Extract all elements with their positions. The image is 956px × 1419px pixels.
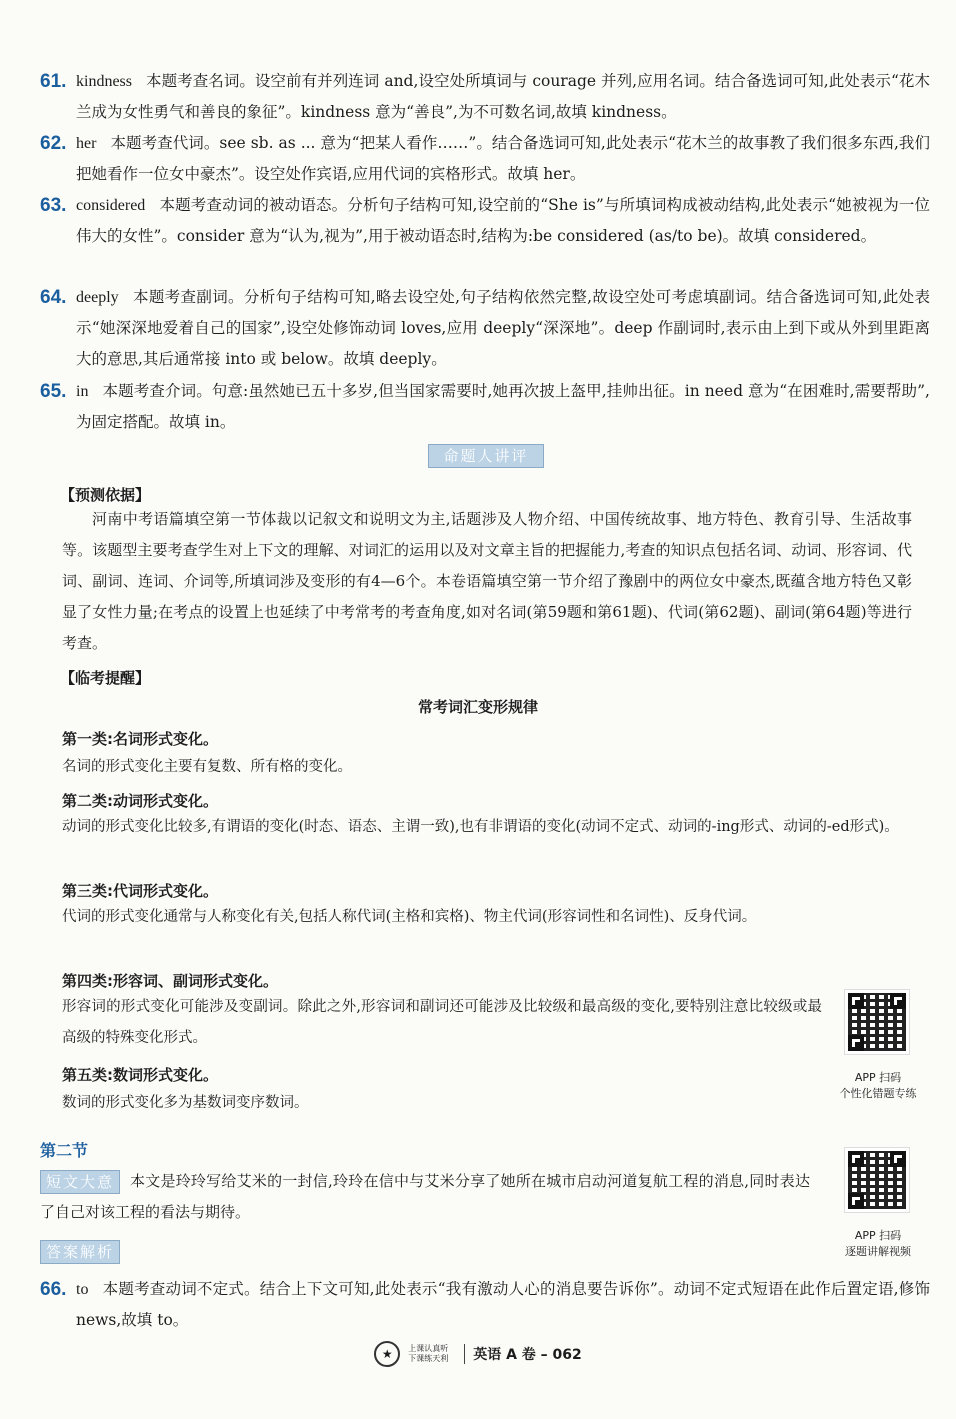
forecast-heading: 【预测依据】 <box>60 486 151 504</box>
answer-explanation: 本题考查副词。分析句子结构可知,略去设空处,句子结构依然完整,故设空处可考虑填副词。结合备选词可知,此处表示“她深深地爱着自己的国家”,设空处修饰动词 loves,应用 deeply“深深地”。deep 作副词时,表示由上到下或从外到里距离大的意思,其后通常接 into 或 below。故填 deeply。 <box>76 288 930 368</box>
forecast-text: 河南中考语篇填空第一节体裁以记叙文和说明文为主,话题涉及人物介绍、中国传统故事、地方特色、教育引导、生活故事等。该题型主要考查学生对上下文的理解、对词汇的运用以及对文章主旨的把握能力,考查的知识点包括名词、动词、形容词、代词、副词、连词、介词等,所填词涉及变形的有4—6个。本卷语篇填空第一节介绍了豫剧中的两位女中豪杰,既蕴含地方特色又彰显了女性力量;在考点的设置上也延续了中考常考的考查角度,如对名词(第59题和第61题)、代词(第62题)、副词(第64题)等进行考查。 <box>62 510 912 652</box>
qr-caption-line2: 逐题讲解视频 <box>845 1245 911 1258</box>
commentary-banner: 命题人讲评 <box>428 444 544 468</box>
qr-caption-line1: APP 扫码 <box>854 1071 902 1084</box>
category-body-4: 形容词的形式变化可能涉及变副词。除此之外,形容词和副词还可能涉及比较级和最高级的变化,要特别注意比较级或最高级的特殊变化形式。 <box>62 999 822 1046</box>
question-number: 64. <box>40 287 67 308</box>
answer-word: to <box>76 1281 89 1298</box>
answer-item-65 <box>40 376 930 438</box>
category-body-3: 代词的形式变化通常与人称变化有关,包括人称代词(主格和宾格)、物主代词(形容词性和名词性)、反身代词。 <box>62 909 757 925</box>
qr-code-icon[interactable] <box>845 990 909 1054</box>
answer-item-64 <box>40 282 930 375</box>
answer-word: kindness <box>76 73 132 90</box>
qr-caption-line1: APP 扫码 <box>854 1229 902 1242</box>
brand-slogan: 上课认真听 下课练天利 <box>408 1344 449 1363</box>
qr-caption-line2: 个性化错题专练 <box>839 1087 917 1100</box>
category-body-5: 数词的形式变化多为基数词变序数词。 <box>62 1095 309 1111</box>
summary-banner: 短文大意 <box>40 1170 120 1194</box>
footer-divider <box>464 1344 465 1364</box>
category-title-2: 第二类:动词形式变化。 <box>62 792 218 810</box>
reminder-title: 常考词汇变形规律 <box>417 698 538 716</box>
page-number: 英语 A 卷 – 062 <box>473 1347 582 1363</box>
brand-logo-icon: ★ <box>374 1341 400 1367</box>
question-number: 66. <box>40 1279 67 1300</box>
qr-caption <box>818 1070 938 1102</box>
answer-word: deeply <box>76 289 119 306</box>
qr-caption <box>818 1228 938 1260</box>
question-number: 61. <box>40 71 67 92</box>
answer-item-63 <box>40 190 930 252</box>
reminder-heading: 【临考提醒】 <box>60 669 151 687</box>
answer-word: her <box>76 135 97 152</box>
page-footer <box>0 1336 956 1372</box>
category-title-4: 第四类:形容词、副词形式变化。 <box>62 972 279 990</box>
category-title-5: 第五类:数词形式变化。 <box>62 1066 218 1084</box>
category-title-1: 第一类:名词形式变化。 <box>62 730 218 748</box>
answer-word: considered <box>76 197 146 214</box>
category-title-3: 第三类:代词形式变化。 <box>62 882 218 900</box>
answer-explanation: 本题考查动词不定式。结合上下文可知,此处表示“我有激动人心的消息要告诉你”。动词不定式短语在此作后置定语,修饰 news,故填 to。 <box>76 1280 930 1329</box>
answer-explanation: 本题考查介词。句意:虽然她已五十多岁,但当国家需要时,她再次披上盔甲,挂帅出征。in need 意为“在困难时,需要帮助”,为固定搭配。故填 in。 <box>76 382 930 431</box>
answer-explanation: 本题考查代词。see sb. as ... 意为“把某人看作……”。结合备选词可知,此处表示“花木兰的故事教了我们很多东西,我们把她看作一位女中豪杰”。设空处作宾语,应用代词的宾格形式。故填 her。 <box>76 134 930 183</box>
question-number: 62. <box>40 133 67 154</box>
category-body-2: 动词的形式变化比较多,有谓语的变化(时态、语态、主谓一致),也有非谓语的变化(动词不定式、动词的-ing形式、动词的-ed形式)。 <box>62 819 899 835</box>
section-title: 第二节 <box>40 1141 89 1160</box>
qr-code-icon[interactable] <box>845 1148 909 1212</box>
question-number: 63. <box>40 195 67 216</box>
answer-item-66 <box>40 1274 930 1336</box>
answer-word: in <box>76 383 89 400</box>
answer-explanation: 本题考查动词的被动语态。分析句子结构可知,设空前的“She is”与所填词构成被动结构,此处表示“她被视为一位伟大的女性”。consider 意为“认为,视为”,用于被动语态时,结构为:be considered (as/to be)。故填 considered。 <box>76 196 930 245</box>
category-body-1: 名词的形式变化主要有复数、所有格的变化。 <box>62 759 352 775</box>
answer-item-62 <box>40 128 930 190</box>
question-number: 65. <box>40 381 67 402</box>
analysis-banner: 答案解析 <box>40 1240 120 1264</box>
answer-item-61 <box>40 66 930 128</box>
summary-text: 本文是玲玲写给艾米的一封信,玲玲在信中与艾米分享了她所在城市启动河道复航工程的消息,同时表达了自己对该工程的看法与期待。 <box>40 1172 810 1221</box>
answer-explanation: 本题考查名词。设空前有并列连词 and,设空处所填词与 courage 并列,应用名词。结合备选词可知,此处表示“花木兰成为女性勇气和善良的象征”。kindness 意为“善良”,为不可数名词,故填 kindness。 <box>76 72 930 121</box>
